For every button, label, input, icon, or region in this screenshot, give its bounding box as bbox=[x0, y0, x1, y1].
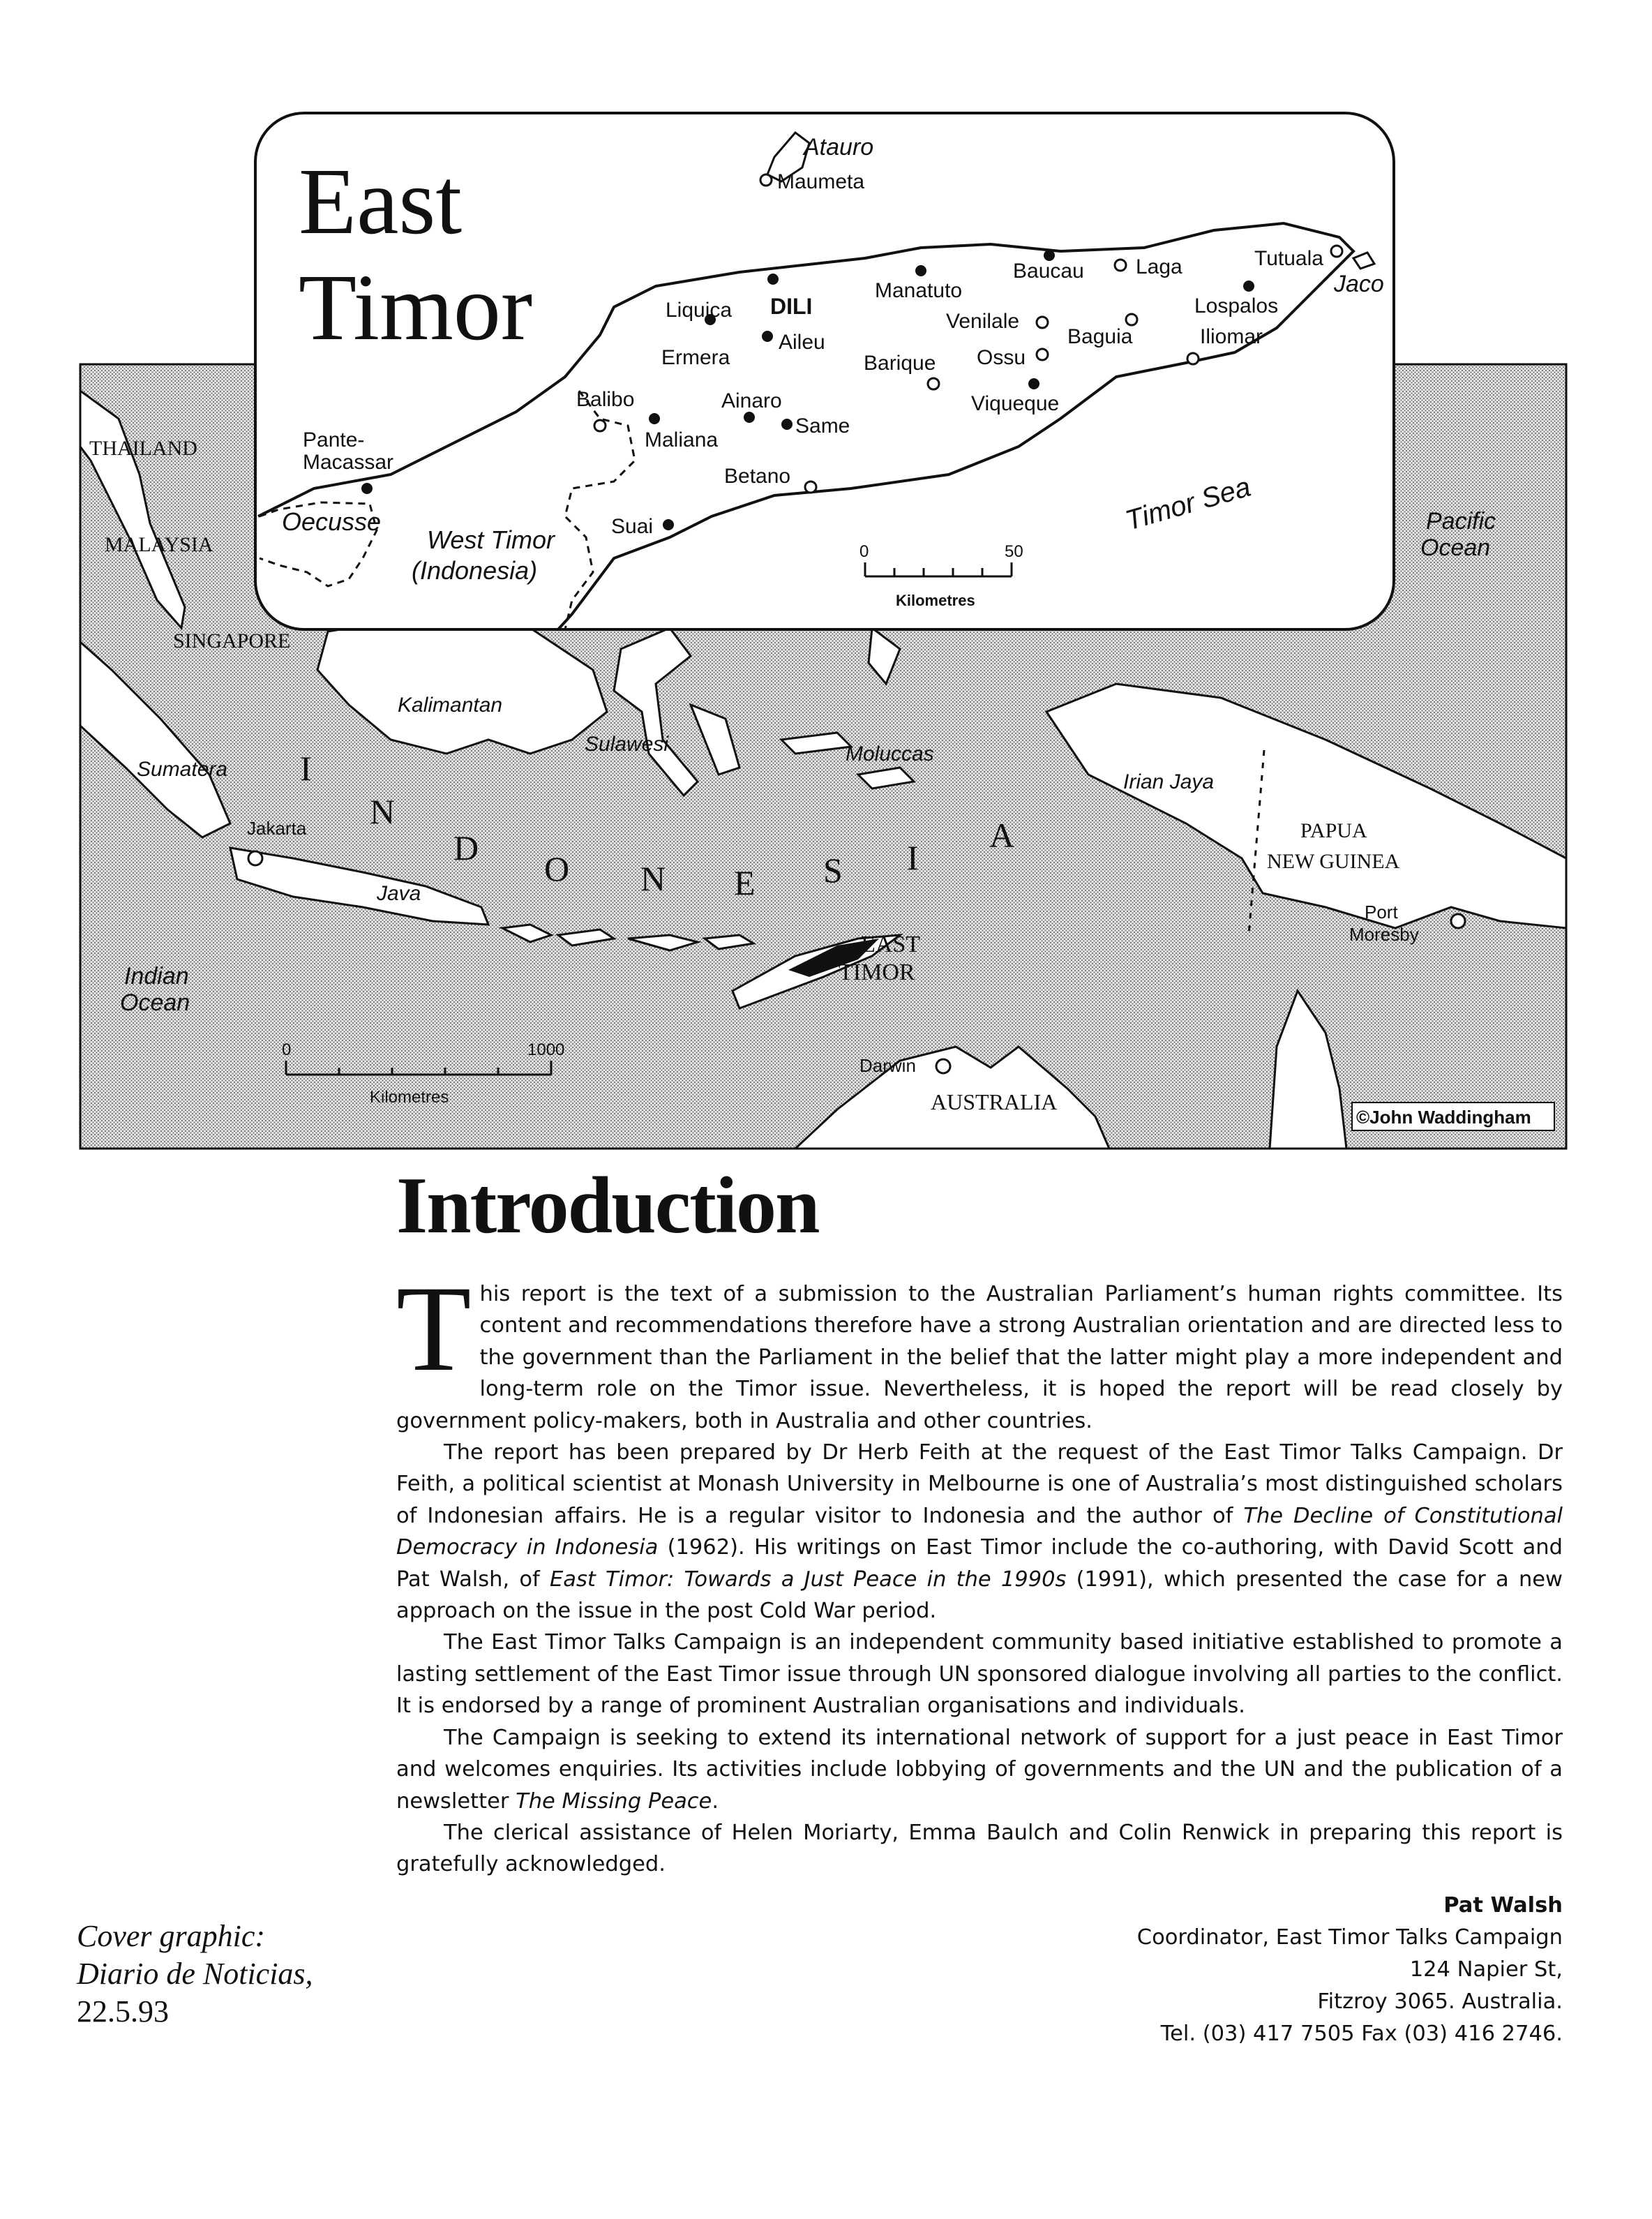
label-pacific-ocean: Ocean bbox=[1420, 535, 1491, 561]
label-pacific: Pacific bbox=[1426, 508, 1496, 535]
region-scale-end: 1000 bbox=[527, 1040, 565, 1059]
label-ainaro: Ainaro bbox=[721, 389, 782, 412]
label-kalimantan: Kalimantan bbox=[398, 694, 503, 717]
label-jakarta: Jakarta bbox=[247, 818, 307, 839]
label-papua: PAPUA bbox=[1300, 819, 1367, 842]
book-title-just-peace: East Timor: Towards a Just Peace in the 1990s bbox=[550, 1567, 1067, 1592]
indonesia-letter: D bbox=[453, 828, 479, 867]
indonesia-letter: N bbox=[370, 792, 396, 831]
indonesia-letter: I bbox=[907, 838, 919, 877]
signature-role: Coordinator, East Timor Talks Campaign bbox=[1136, 1925, 1563, 1950]
label-maliana: Maliana bbox=[645, 428, 719, 451]
label-baguia: Baguia bbox=[1067, 325, 1133, 348]
indonesia-letter: S bbox=[823, 851, 843, 890]
paragraph-4-text-a: The Campaign is seeking to extend its international network of support for a just peace in East Timor and welcomes enquiries. Its activities include lobbying of governments and the UN and the publication of a newsletter bbox=[396, 1725, 1563, 1814]
label-sulawesi: Sulawesi bbox=[585, 733, 669, 756]
indonesia-letter: I bbox=[300, 749, 312, 788]
drop-cap: T bbox=[396, 1261, 472, 1397]
label-venilale: Venilale bbox=[946, 310, 1020, 333]
paragraph-2 bbox=[396, 1437, 1563, 1627]
label-darwin: Darwin bbox=[859, 1055, 916, 1076]
label-liquica: Liquica bbox=[666, 299, 733, 322]
label-tutuala: Tutuala bbox=[1254, 247, 1323, 270]
signature-address-street: 124 Napier St, bbox=[1409, 1957, 1563, 1982]
label-singapore: SINGAPORE bbox=[173, 629, 291, 652]
paragraph-1-text: his report is the text of a submission to the Australian Parliament’s human rights committee. Its content and recommendations therefore have a strong Australian orientation and are directed less to the government than the Parliament in the belief that the latter might play a more independent and long-term role on the Timor issue. Nevertheless, it is hoped the report will be read closely by government policy-makers, both in Australia and other countries. bbox=[396, 1282, 1563, 1433]
label-indonesia-paren: (Indonesia) bbox=[412, 556, 538, 585]
label-west-timor: West Timor bbox=[427, 525, 555, 554]
label-manatuto: Manatuto bbox=[875, 279, 963, 302]
inset-title-east: East bbox=[299, 149, 463, 254]
label-sumatera: Sumatera bbox=[137, 758, 228, 781]
region-scale-start: 0 bbox=[282, 1040, 292, 1059]
label-dili: DILI bbox=[770, 294, 813, 319]
cover-credit-date: 22.5.93 bbox=[77, 1994, 169, 2029]
region-scale-unit: Kilometres bbox=[370, 1088, 449, 1107]
label-new-guinea: NEW GUINEA bbox=[1267, 850, 1400, 873]
label-balibo: Balibo bbox=[576, 388, 635, 411]
label-moresby: Moresby bbox=[1349, 924, 1419, 945]
paragraph-2-text-c: (1991), which presented the case for a new approach on the issue in the post Cold War period. bbox=[396, 1567, 1563, 1624]
inset-scale-start: 0 bbox=[859, 542, 869, 561]
label-thailand: THAILAND bbox=[89, 437, 197, 460]
label-java: Java bbox=[377, 882, 421, 905]
label-atauro: Atauro bbox=[804, 134, 874, 160]
indonesia-letter: O bbox=[544, 849, 570, 888]
label-same: Same bbox=[795, 414, 850, 438]
label-viqueque: Viqueque bbox=[971, 392, 1060, 415]
signature-name: Pat Walsh bbox=[1443, 1893, 1563, 1918]
cover-credit bbox=[77, 1918, 412, 2031]
label-indian-ocean: Ocean bbox=[120, 989, 190, 1016]
label-iliomar: Iliomar bbox=[1200, 325, 1263, 348]
label-betano: Betano bbox=[724, 465, 791, 488]
label-port: Port bbox=[1365, 902, 1398, 922]
paragraph-4 bbox=[396, 1722, 1563, 1817]
paragraph-1 bbox=[396, 1261, 1563, 1437]
paragraph-3: The East Timor Talks Campaign is an independent community based initiative established to promote a lasting settlement of the East Timor issue through UN sponsored dialogue involving all parties to the conflict. It is endorsed by a range of prominent Australian organisations and individuals. bbox=[396, 1630, 1563, 1719]
label-aileu: Aileu bbox=[779, 331, 825, 354]
inset-map bbox=[255, 113, 1394, 629]
paragraph-2-text-a: The report has been prepared by Dr Herb Feith at the request of the East Timor Talks Campaign. Dr Feith, a political scientist at Monash University in Melbourne is one of Australia’s most distinguished scholars of Indonesian affairs. He is a regular visitor to Indonesia and the author of bbox=[396, 1440, 1563, 1528]
cover-credit-source: Diario de Noticias, bbox=[77, 1957, 313, 1991]
paragraph-5: The clerical assistance of Helen Moriarty, Emma Baulch and Colin Renwick in preparing this report is gratefully acknowledged. bbox=[396, 1820, 1563, 1877]
label-oecusse: Oecusse bbox=[282, 507, 382, 536]
label-jaco: Jaco bbox=[1334, 271, 1384, 297]
label-macassar: Macassar bbox=[303, 451, 394, 474]
paragraph-2-text-b: (1962). His writings on East Timor include the co-authoring, with David Scott and Pat Walsh, of bbox=[396, 1535, 1563, 1592]
introduction-body bbox=[396, 1261, 1563, 1881]
label-east-region: EAST bbox=[861, 932, 920, 957]
signature-block bbox=[935, 1890, 1563, 2050]
paragraph-4-text-b: . bbox=[712, 1788, 719, 1814]
cover-credit-label: Cover graphic: bbox=[77, 1919, 266, 1953]
label-timor-region: TIMOR bbox=[839, 959, 915, 985]
indonesia-letter: A bbox=[989, 816, 1015, 855]
inset-title-timor: Timor bbox=[299, 255, 533, 360]
label-ermera: Ermera bbox=[661, 346, 730, 369]
signature-phone: Tel. (03) 417 7505 Fax (03) 416 2746. bbox=[1160, 2022, 1563, 2046]
indonesia-letter: N bbox=[640, 859, 666, 898]
signature-address-city: Fitzroy 3065. Australia. bbox=[1317, 1989, 1563, 2014]
indonesia-letter: E bbox=[734, 863, 756, 902]
newsletter-title: The Missing Peace bbox=[516, 1788, 712, 1814]
label-laga: Laga bbox=[1136, 255, 1182, 278]
label-suai: Suai bbox=[611, 515, 654, 538]
map-copyright: ©John Waddingham bbox=[1356, 1107, 1531, 1128]
label-barique: Barique bbox=[864, 352, 936, 375]
book-title-decline: The Decline of Constitutional Democracy in Indonesia bbox=[396, 1503, 1563, 1560]
label-pante: Pante- bbox=[303, 428, 365, 451]
inset-scale-end: 50 bbox=[1005, 542, 1023, 561]
label-ossu: Ossu bbox=[977, 346, 1026, 369]
label-indian: Indian bbox=[124, 963, 189, 989]
label-malaysia: MALAYSIA bbox=[105, 533, 213, 556]
label-baucau: Baucau bbox=[1013, 260, 1084, 283]
label-moluccas: Moluccas bbox=[846, 742, 934, 765]
inset-scale-unit: Kilometres bbox=[896, 592, 975, 609]
label-maumeta: Maumeta bbox=[777, 170, 865, 193]
label-irian-jaya: Irian Jaya bbox=[1123, 770, 1215, 793]
page-title: Introduction bbox=[396, 1161, 819, 1250]
label-timor-sea: Timor Sea bbox=[1122, 471, 1254, 537]
label-australia: AUSTRALIA bbox=[931, 1089, 1058, 1114]
label-lospalos: Lospalos bbox=[1194, 294, 1279, 317]
